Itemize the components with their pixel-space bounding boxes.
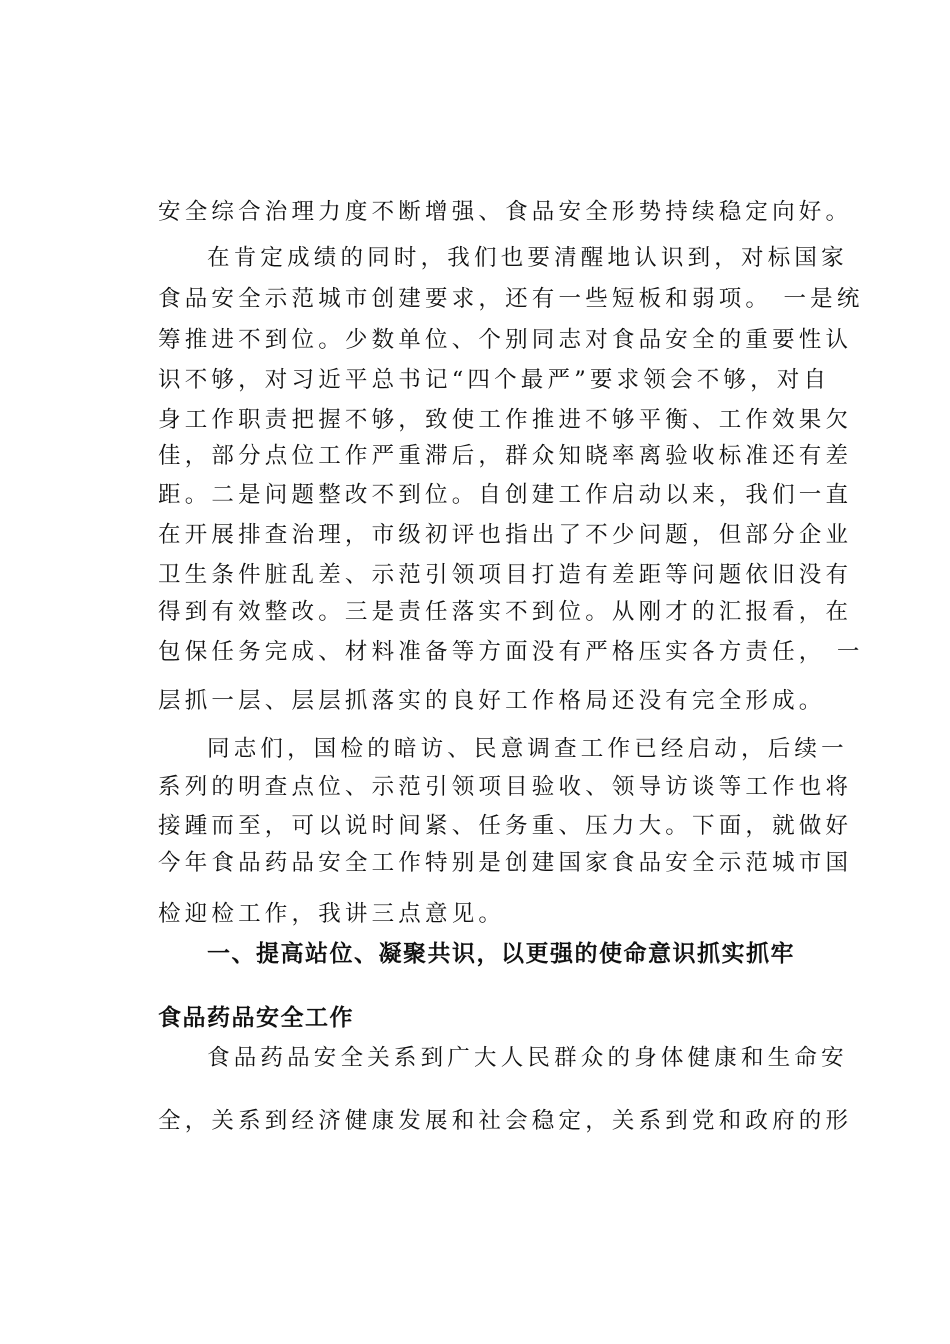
paragraph-line: 全，关系到经济健康发展和社会稳定，关系到党和政府的形	[158, 1108, 853, 1134]
paragraph-line: 筹推进不到位。少数单位、个别同志对食品安全的重要性认	[158, 327, 853, 353]
paragraph-line: 接踵而至，可以说时间紧、任务重、压力大。下面，就做好	[158, 813, 853, 839]
paragraph-line: 卫生条件脏乱差、示范引领项目打造有差距等问题依旧没有	[158, 562, 853, 588]
paragraph-line: 在开展排查治理，市级初评也指出了不少问题，但部分企业	[158, 522, 853, 548]
paragraph-line: 包保任务完成、材料准备等方面没有严格压实各方责任， 一	[158, 639, 864, 665]
paragraph-line: 身工作职责把握不够，致使工作推进不够平衡、工作效果欠	[158, 407, 853, 433]
paragraph-line: 得到有效整改。三是责任落实不到位。从刚才的汇报看，在	[158, 599, 853, 625]
paragraph-line: 层抓一层、层层抓落实的良好工作格局还没有完全形成。	[158, 688, 826, 714]
section-heading: 食品药品安全工作	[158, 1005, 354, 1031]
paragraph-line: 系列的明查点位、示范引领项目验收、领导访谈等工作也将	[158, 774, 853, 800]
paragraph-line: 食品安全示范城市创建要求，还有一些短板和弱项。 一是统	[158, 286, 864, 312]
paragraph-line: 佳，部分点位工作严重滞后，群众知晓率离验收标准还有差	[158, 443, 853, 469]
paragraph-line: 安全综合治理力度不断增强、食品安全形势持续稳定向好。	[158, 199, 853, 225]
section-heading: 一、提高站位、凝聚共识，以更强的使命意识抓实抓牢	[207, 941, 795, 967]
paragraph-line: 距。二是问题整改不到位。自创建工作启动以来，我们一直	[158, 482, 853, 508]
paragraph-line: 食品药品安全关系到广大人民群众的身体健康和生命安	[207, 1045, 848, 1071]
paragraph-line: 在肯定成绩的同时，我们也要清醒地认识到，对标国家	[207, 245, 848, 271]
paragraph-line: 检迎检工作，我讲三点意见。	[158, 901, 506, 927]
paragraph-line: 同志们，国检的暗访、民意调查工作已经启动，后续一	[207, 736, 848, 762]
paragraph-line: 识不够，对习近平总书记“四个最严”要求领会不够，对自	[158, 367, 831, 393]
paragraph-line: 今年食品药品安全工作特别是创建国家食品安全示范城市国	[158, 850, 853, 876]
